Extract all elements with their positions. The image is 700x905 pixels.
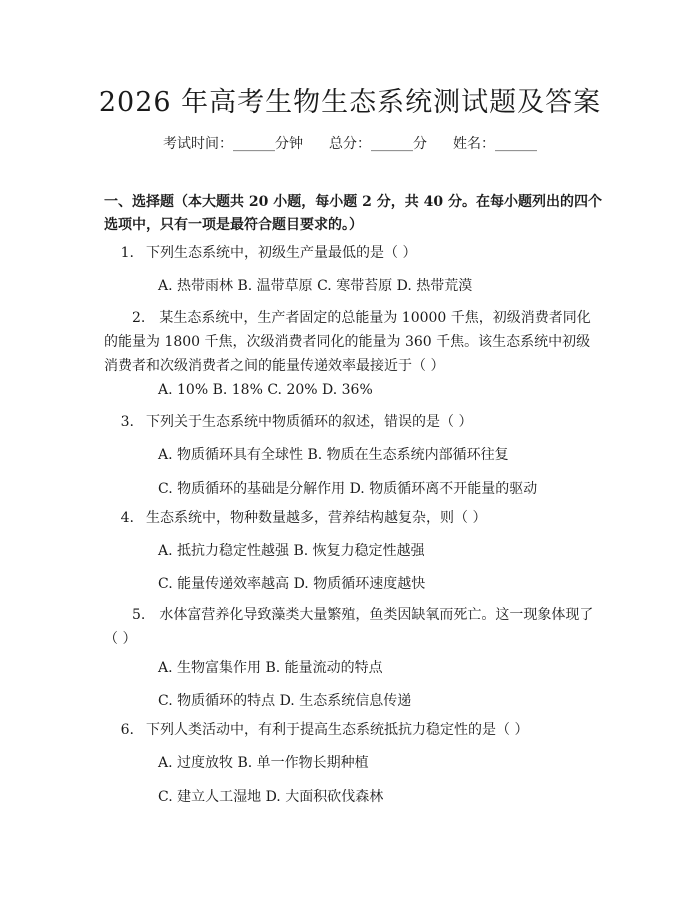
question-number: 1. [120, 245, 134, 261]
question-6-options-row-2: C. 建立人工湿地 D. 大面积砍伐森林 [158, 789, 384, 805]
question-3-options-row-1: A. 物质循环具有全球性 B. 物质在生态系统内部循环往复 [158, 447, 509, 463]
question-1-options-row-1: A. 热带雨林 B. 温带草原 C. 寒带苔原 D. 热带荒漠 [158, 278, 473, 294]
question-number: 6. [120, 722, 134, 738]
question-6 [104, 719, 528, 742]
question-2: 2. 某生态系统中，生产者固定的总能量为 10000 千焦，初级消费者同化的能量为 1800 千焦，次级消费者同化的能量为 360 千焦。该生态系统中初级消费者和次级消费者之间的能量传递效率最接近于（ ） [104, 310, 591, 374]
page-title: 2026 年高考生物生态系统测试题及答案 [98, 87, 602, 118]
total-score-field: 总分：______分 [329, 136, 427, 152]
exam-info-line [0, 133, 700, 153]
section-heading: 一、选择题（本大题共 20 小题，每小题 2 分，共 40 分。在每小题列出的四个选项中，只有一项是最符合题目要求的。） [104, 194, 602, 233]
question-number: 3. [120, 414, 134, 430]
question-stem: 生态系统中，物种数量越多，营养结构越复杂，则（ ） [146, 510, 487, 526]
question-3 [104, 411, 472, 434]
question-stem: 下列生态系统中，初级生产量最低的是（ ） [146, 245, 417, 261]
question-5-options-row-2: C. 物质循环的特点 D. 生态系统信息传递 [158, 693, 412, 709]
question-2-options-row-1: A. 10% B. 18% C. 20% D. 36% [158, 382, 373, 398]
question-5-options-row-1: A. 生物富集作用 B. 能量流动的特点 [158, 660, 383, 676]
question-4-options-row-1: A. 抵抗力稳定性越强 B. 恢复力稳定性越强 [158, 543, 425, 559]
name-field: 姓名：______ [453, 136, 537, 152]
question-number: 4. [120, 510, 134, 526]
exam-time-field: 考试时间：______分钟 [163, 136, 303, 152]
question-6-options-row-1: A. 过度放牧 B. 单一作物长期种植 [158, 755, 369, 771]
question-4-options-row-2: C. 能量传递效率越高 D. 物质循环速度越快 [158, 576, 426, 592]
question-3-options-row-2: C. 物质循环的基础是分解作用 D. 物质循环离不开能量的驱动 [158, 481, 538, 497]
question-5: 5. 水体富营养化导致藻类大量繁殖，鱼类因缺氧而死亡。这一现象体现了（ ） [104, 607, 594, 647]
question-4 [104, 507, 486, 530]
question-stem: 下列人类活动中，有利于提高生态系统抵抗力稳定性的是（ ） [146, 722, 529, 738]
question-stem: 下列关于生态系统中物质循环的叙述，错误的是（ ） [146, 414, 473, 430]
question-1 [104, 242, 416, 265]
